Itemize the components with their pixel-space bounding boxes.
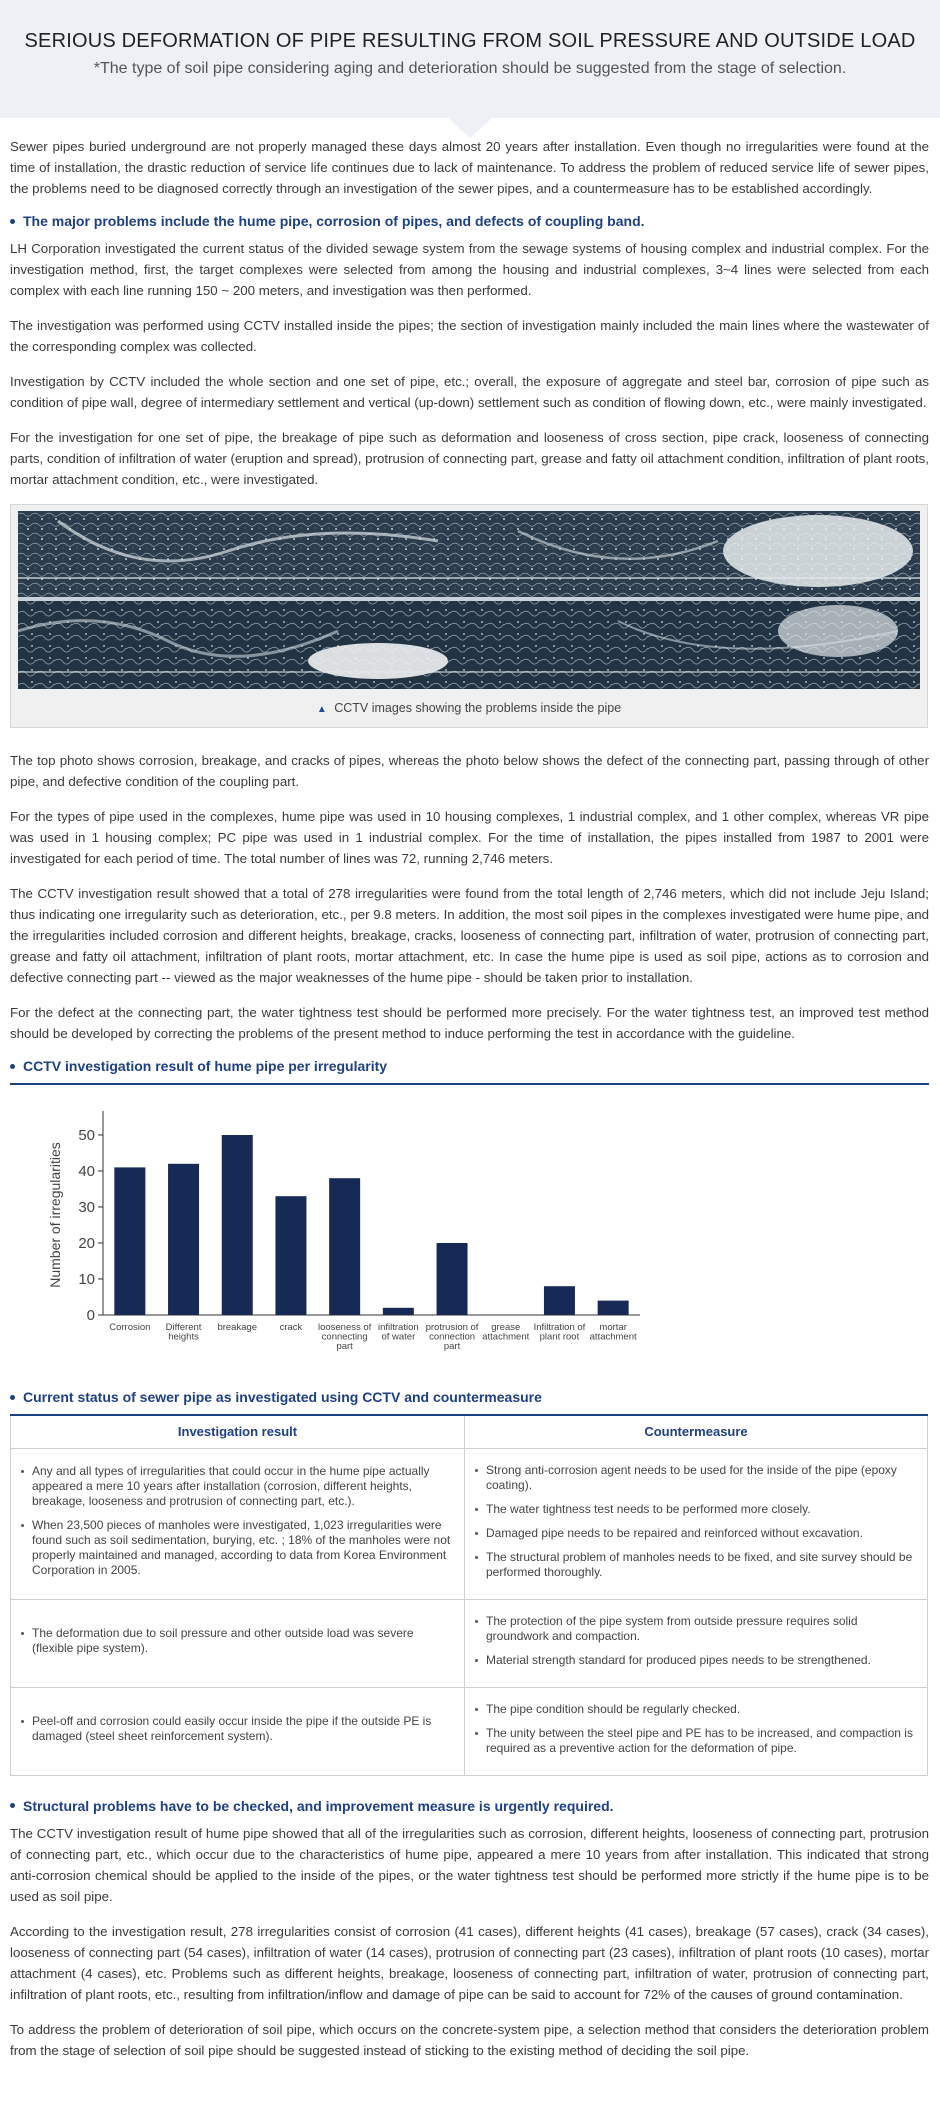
page-subtitle: *The type of soil pipe considering aging and deterioration should be suggested from the stage of selection. xyxy=(93,60,847,77)
paragraph: The top photo shows corrosion, breakage, and cracks of pipes, whereas the photo below shows the defect of the connecting part, passing through of other pipe, and defective condition of the coupling part. xyxy=(10,753,929,789)
x-tick-label: heights xyxy=(168,1331,199,1343)
cctv-photo-figure xyxy=(10,504,928,728)
x-tick-label: connecting xyxy=(321,1331,368,1343)
bullet-icon xyxy=(10,219,15,224)
x-tick-label: attachment xyxy=(589,1331,637,1343)
x-tick-label: of water xyxy=(381,1331,416,1343)
y-tick-label: 50 xyxy=(78,1127,95,1144)
paragraph: For the investigation for one set of pipe, the breakage of pipe such as deformation and looseness of cross section, pipe crack, looseness of connecting parts, condition of infiltration of water (eruption and spread), protrusion of connecting part, grease and fatty oil attachment condition, infiltration of plant roots, mortar attachment condition, etc., were investigated. xyxy=(10,430,929,487)
y-tick-label: 0 xyxy=(86,1307,95,1324)
irregularity-chart xyxy=(10,1085,929,1385)
header-notch xyxy=(448,118,492,138)
list-item: Any and all types of irregularities that could occur in the hume pipe actually appeared a mere 10 years after installation (corrosion, different heights, breakage, looseness and protrusion of connecting part, etc.). xyxy=(21,1464,452,1509)
x-tick-label: breakage xyxy=(217,1322,258,1333)
bar-4 xyxy=(329,1178,360,1315)
cell-investigation-result xyxy=(11,1687,465,1775)
section-heading-text: CCTV investigation result of hume pipe per irregularity xyxy=(23,1058,388,1074)
bullet-list xyxy=(21,1714,452,1744)
bar-9 xyxy=(598,1301,629,1315)
x-tick-label: attachment xyxy=(482,1331,530,1343)
x-tick-label: Different xyxy=(165,1322,202,1333)
bar-2 xyxy=(222,1135,253,1315)
cell-countermeasure xyxy=(465,1448,928,1599)
bullet-icon xyxy=(10,1395,15,1400)
header-investigation-result: Investigation result xyxy=(11,1415,465,1448)
section-heading-chart xyxy=(10,1058,929,1074)
intro-paragraph: Sewer pipes buried underground are not properly managed these days almost 20 years after installation. Even though no irregularities were found at the time of installation, the drastic reduction of service life continues due to lack of maintenance. To address the problem of reduced service life of sewer pipes, the problems need to be diagnosed correctly through an investigation of the sewer pipes, and a countermeasure has to be established accordingly. xyxy=(10,139,929,196)
x-tick-label: protrusion of xyxy=(425,1322,479,1333)
x-tick-label: grease xyxy=(491,1322,521,1333)
triangle-up-icon: ▲ xyxy=(316,704,327,715)
table-header-row xyxy=(11,1415,928,1448)
table-body xyxy=(11,1448,928,1775)
paragraph: For the types of pipe used in the complexes, hume pipe was used in 10 housing complexes, 1 industrial complex, and 1 other complex, whereas VR pipe was used in 1 housing complex; PC pipe was used in 1 industrial complex. For the time of installation, the pipes installed from 1987 to 2001 were investigated for each period of time. The total number of lines was 72, running 2,746 meters. xyxy=(10,809,929,866)
section-heading-table xyxy=(10,1389,929,1405)
bar-1 xyxy=(168,1164,199,1315)
list-item: Peel-off and corrosion could easily occur inside the pipe if the outside PE is damaged (steel sheet reinforcement system). xyxy=(21,1714,452,1744)
list-item: Strong anti-corrosion agent needs to be used for the inside of the pipe (epoxy coating). xyxy=(475,1463,915,1493)
table-row xyxy=(11,1448,928,1599)
list-item: The water tightness test needs to be performed more closely. xyxy=(475,1502,915,1517)
x-tick-label: part xyxy=(443,1341,461,1352)
x-tick-label: connection xyxy=(429,1331,476,1343)
y-tick-label: 30 xyxy=(78,1199,95,1216)
bar-0 xyxy=(114,1167,145,1315)
list-item: When 23,500 pieces of manholes were investigated, 1,023 irregularities were found such as soil sedimentation, burying, etc. ; 18% of the manholes were not properly maintained and managed, according to data from Korea Environment Corporation in 2005. xyxy=(21,1518,452,1578)
bar-6 xyxy=(437,1243,468,1315)
list-item: The deformation due to soil pressure and other outside load was severe (flexible pipe system). xyxy=(21,1626,452,1656)
bullet-icon xyxy=(10,1803,15,1808)
bullet-list xyxy=(475,1614,915,1668)
bullet-list xyxy=(475,1463,915,1580)
x-tick-label: crack xyxy=(279,1322,303,1333)
bullet-icon xyxy=(10,1064,15,1069)
paragraph: According to the investigation result, 278 irregularities consist of corrosion (41 cases), different heights (41 cases), breakage (57 cases), crack (34 cases), looseness of connecting part (54 cases), infiltration of water (14 cases), protrusion of connecting part (23 cases), infiltration of plant roots (10 cases), mortar attachment (4 cases), etc. Problems such as different heights, breakage, looseness of connecting part, infiltration of water, protrusion of connecting part, infiltration of plant roots, etc., resulting from infiltration/inflow and damage of pipe can be said to account for 72% of the causes of ground contamination. xyxy=(10,1923,929,2002)
list-item: The pipe condition should be regularly checked. xyxy=(475,1702,915,1717)
bullet-list xyxy=(21,1626,452,1656)
x-tick-label: mortar xyxy=(599,1322,627,1333)
list-item: Damaged pipe needs to be repaired and reinforced without excavation. xyxy=(475,1526,915,1541)
x-tick-label: Corrosion xyxy=(109,1322,151,1333)
list-item: The protection of the pipe system from outside pressure requires solid groundwork and compaction. xyxy=(475,1614,915,1644)
cell-countermeasure xyxy=(465,1687,928,1775)
photo-caption xyxy=(18,689,920,727)
x-tick-label: looseness of xyxy=(317,1322,372,1333)
section-heading-problems xyxy=(10,213,929,229)
list-item: Material strength standard for produced pipes needs to be strengthened. xyxy=(475,1653,915,1668)
cctv-pipe-photo xyxy=(18,511,920,689)
paragraph: For the defect at the connecting part, the water tightness test should be performed more precisely. For the water tightness test, an improved test method should be developed by correcting the problems of the present method to induce performing the test in accordance with the guideline. xyxy=(10,1005,929,1041)
y-tick-label: 20 xyxy=(78,1235,95,1252)
article-content xyxy=(0,136,940,2061)
y-tick-label: 40 xyxy=(78,1163,95,1180)
bar-3 xyxy=(275,1196,306,1315)
y-tick-label: 10 xyxy=(78,1271,95,1288)
article-header xyxy=(0,0,940,118)
y-axis-title: Number of irregularities xyxy=(47,1142,63,1288)
x-tick-label: infiltration xyxy=(378,1322,419,1333)
cell-investigation-result xyxy=(11,1599,465,1687)
list-item: The unity between the steel pipe and PE has to be increased, and compaction is required as a preventive action for the deformation of pipe. xyxy=(475,1726,915,1756)
countermeasure-table xyxy=(10,1414,928,1776)
header-countermeasure: Countermeasure xyxy=(465,1415,928,1448)
paragraph: Investigation by CCTV included the whole section and one set of pipe, etc.; overall, the exposure of aggregate and steel bar, corrosion of pipe such as condition of pipe wall, degree of intermediary settlement and vertical (up-down) settlement such as condition of flowing down, etc., were mainly investigated. xyxy=(10,374,929,410)
paragraph: To address the problem of deterioration of soil pipe, which occurs on the concrete-system pipe, a selection method that considers the deterioration problem from the stage of selection of soil pipe should be suggested instead of sticking to the existing method of deciding the soil pipe. xyxy=(10,2021,929,2058)
bullet-list xyxy=(21,1464,452,1578)
x-tick-label: plant root xyxy=(539,1331,580,1343)
x-tick-label: part xyxy=(336,1341,353,1352)
photo-caption-text: CCTV images showing the problems inside the pipe xyxy=(334,701,622,715)
list-item: The structural problem of manholes needs to be fixed, and site survey should be performed thoroughly. xyxy=(475,1550,915,1580)
section-heading-text: The major problems include the hume pipe, corrosion of pipes, and defects of coupling band. xyxy=(23,213,645,229)
section-heading-text: Structural problems have to be checked, and improvement measure is urgently required. xyxy=(23,1797,614,1814)
paragraph: LH Corporation investigated the current status of the divided sewage system from the sewage systems of housing complex and industrial complex. For the investigation method, first, the target complexes were selected from among the housing and industrial complexes, 3~4 lines were selected from each complex with each line running 150 ~ 200 meters, and investigation was then performed. xyxy=(10,241,929,298)
page-title: SERIOUS DEFORMATION OF PIPE RESULTING FROM SOIL PRESSURE AND OUTSIDE LOAD xyxy=(24,30,916,52)
table-row xyxy=(11,1599,928,1687)
bullet-list xyxy=(475,1702,915,1756)
bar-5 xyxy=(383,1308,414,1315)
paragraph: The investigation was performed using CCTV installed inside the pipes; the section of investigation mainly included the main lines where the wastewater of the corresponding complex was collected. xyxy=(10,318,929,354)
table-row xyxy=(11,1687,928,1775)
paragraph: The CCTV investigation result of hume pipe showed that all of the irregularities such as corrosion, different heights, looseness of connecting part, protrusion of connecting part, etc., which occur due to the characteristics of hume pipe, appeared a mere 10 years from after installation. This indicated that strong anti-corrosion chemical should be applied to the inside of the pipes, or the water tightness test should be performed more strictly if the hume pipe is to be used as soil pipe. xyxy=(10,1825,929,1904)
cell-countermeasure xyxy=(465,1599,928,1687)
paragraph: The CCTV investigation result showed that a total of 278 irregularities were found from the total length of 2,746 meters, which did not include Jeju Island; thus indicating one irregularity such as deterioration, etc., per 9.8 meters. In addition, the most soil pipes in the complexes investigated were hume pipe, and the irregularities included corrosion and different heights, breakage, cracks, looseness of connecting part, infiltration of water, protrusion of connecting part, grease and fatty oil attachment, infiltration of plant roots, mortar attachment, etc. In case the hume pipe is used as soil pipe, actions as to corrosion and defective connecting part -- viewed as the major weaknesses of the hume pipe - should be taken prior to installation. xyxy=(10,886,929,985)
x-tick-label: Infiltration of xyxy=(533,1322,586,1333)
cell-investigation-result xyxy=(11,1448,465,1599)
section-heading-structural xyxy=(10,1798,929,1814)
section-heading-text: Current status of sewer pipe as investigated using CCTV and countermeasure xyxy=(23,1389,542,1405)
bar-chart-svg xyxy=(10,1085,928,1385)
bar-8 xyxy=(544,1286,575,1315)
